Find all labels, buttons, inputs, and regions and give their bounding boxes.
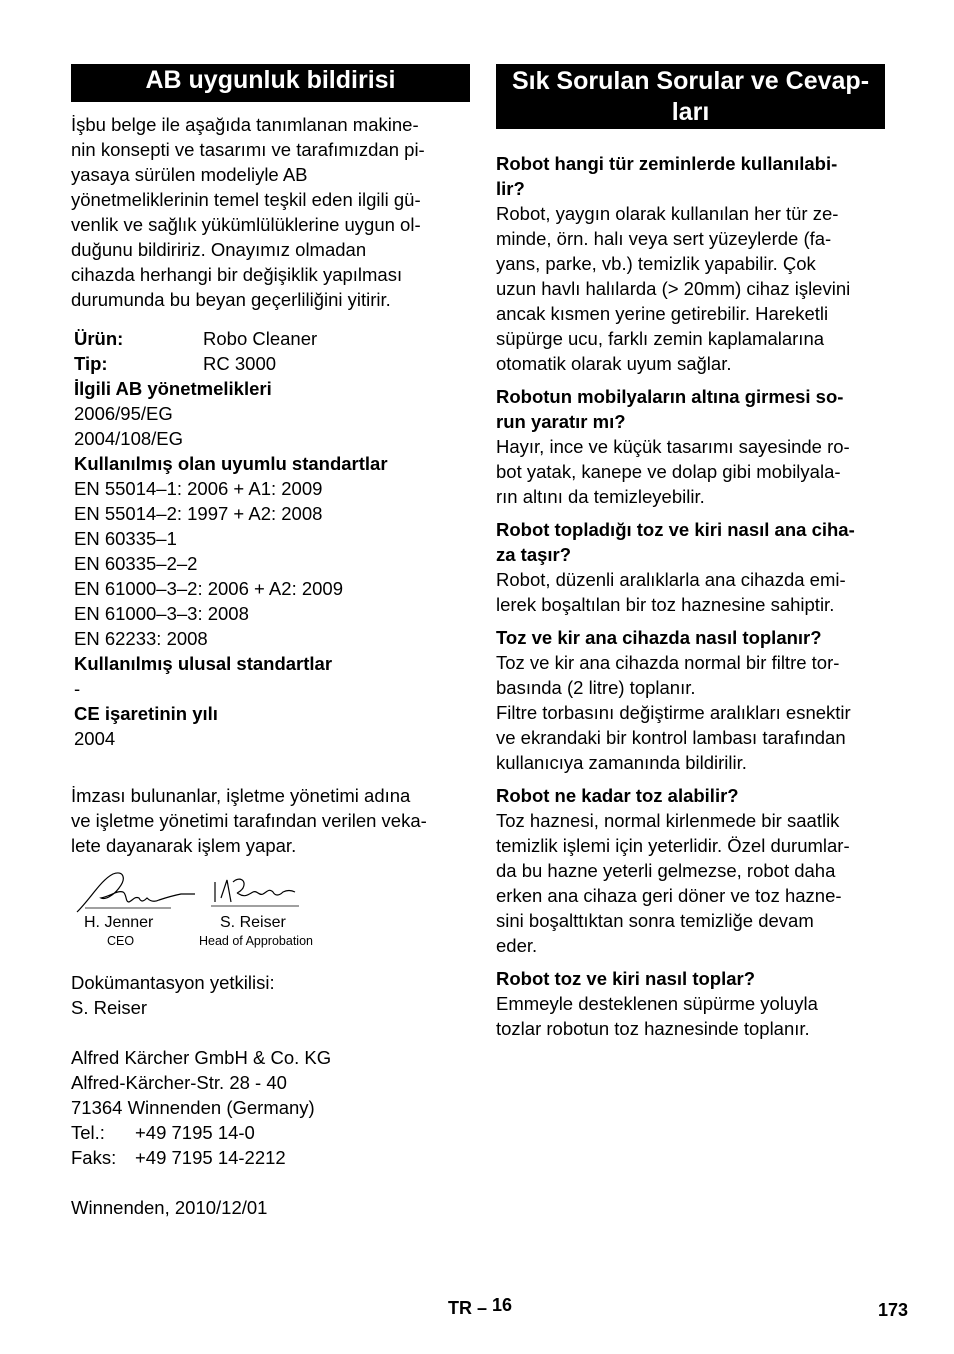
place-date: Winnenden, 2010/12/01	[71, 1197, 268, 1218]
sig2-name: S. Reiser	[220, 914, 286, 931]
intro-line: yönetmeliklerinin temel teşkil eden ilgili gü-	[71, 189, 421, 210]
directive-item: 2006/95/EG	[74, 403, 173, 424]
type-row	[74, 351, 470, 376]
address-block	[71, 1045, 470, 1170]
question-line: lir?	[496, 178, 525, 199]
answer-line: ve ekrandaki bir kontrol lambası tarafından	[496, 727, 846, 748]
faq-question	[496, 966, 885, 991]
standard-item: EN 62233: 2008	[74, 628, 208, 649]
answer-line: otomatik olarak uyum sağlar.	[496, 353, 732, 374]
answer-line: da bu hazne yeterli gelmezse, robot daha	[496, 860, 836, 881]
question-line: Robot hangi tür zeminlerde kullanılabi-	[496, 153, 838, 174]
question-line: za taşır?	[496, 544, 572, 565]
company-street: Alfred-Kärcher-Str. 28 - 40	[71, 1072, 287, 1093]
ce-value: 2004	[74, 728, 116, 749]
harmonized-label: Kullanılmış olan uyumlu standartlar	[74, 453, 388, 474]
signatories-line: lete dayanarak işlem yapar.	[71, 835, 297, 856]
directives-label: İlgili AB yönetmelikleri	[74, 378, 272, 399]
tel-row	[71, 1120, 470, 1145]
ce-label: CE işaretinin yılı	[74, 703, 218, 724]
conformity-heading: AB uygunluk bildirisi	[71, 64, 470, 102]
footer-lang: TR	[448, 1298, 472, 1318]
company-name: Alfred Kärcher GmbH & Co. KG	[71, 1047, 332, 1068]
intro-line: İşbu belge ile aşağıda tanımlanan makine-	[71, 114, 419, 135]
directive-item: 2004/108/EG	[74, 428, 184, 449]
answer-line: sini boşalttıktan sonra temizliğe devam	[496, 910, 814, 931]
answer-line: süpürge ucu, farklı zemin kaplamalarına	[496, 328, 825, 349]
answer-line: uzun havlı halılarda (> 20mm) cihaz işlevini	[496, 278, 851, 299]
faq-answer	[496, 808, 885, 958]
signatories-text	[71, 783, 470, 858]
standard-item: EN 61000–3–3: 2008	[74, 603, 249, 624]
question-line: Toz ve kir ana cihazda nasıl toplanır?	[496, 627, 822, 648]
product-value: Robo Cleaner	[203, 328, 318, 349]
type-value: RC 3000	[203, 353, 277, 374]
fax-row	[71, 1145, 470, 1170]
answer-line: yans, parke, vb.) temizlik yapabilir. Çok	[496, 253, 816, 274]
answer-line: basında (2 litre) toplanır.	[496, 677, 696, 698]
faq-item	[496, 151, 885, 376]
fax-label: Faks:	[71, 1147, 117, 1168]
faq-item	[496, 966, 885, 1041]
faq-question	[496, 517, 885, 567]
jenner-signature	[71, 868, 201, 918]
answer-line: Hayır, ince ve küçük tasarımı sayesinde ro-	[496, 436, 850, 457]
answer-line: minde, örn. halı veya sert yüzeylerde (fa-	[496, 228, 832, 249]
answer-line: Robot, yaygın olarak kullanılan her tür ze-	[496, 203, 839, 224]
intro-line: cihazda herhangi bir değişiklik yapılması	[71, 264, 403, 285]
type-label: Tip:	[74, 353, 108, 374]
faq-item	[496, 625, 885, 775]
answer-line: eder.	[496, 935, 538, 956]
documentation-block	[71, 970, 470, 1020]
answer-line: Emmeyle desteklenen süpürme yoluyla	[496, 993, 818, 1014]
faq-heading-line: Sık Sorulan Sorular ve Cevap-	[511, 67, 870, 95]
faq-answer	[496, 201, 885, 376]
answer-line: lerek boşaltılan bir toz haznesine sahiptir.	[496, 594, 835, 615]
answer-line: rın altını da temizleyebilir.	[496, 486, 705, 507]
faq-answer	[496, 991, 885, 1041]
spec-block	[71, 326, 470, 751]
answer-line: Robot, düzenli aralıklarla ana cihazda emi-	[496, 569, 846, 590]
standard-item: EN 60335–1	[74, 528, 177, 549]
page-number: 173	[878, 1300, 909, 1320]
signatories-line: İmzası bulunanlar, işletme yönetimi adına	[71, 785, 411, 806]
intro-line: venlik ve sağlık yükümlülüklerine uygun ol-	[71, 214, 421, 235]
answer-line: Toz haznesi, normal kirlenmede bir saatlik	[496, 810, 840, 831]
faq-question	[496, 384, 885, 434]
sig1-role: CEO	[107, 934, 135, 948]
standard-item: EN 55014–1: 2006 + A1: 2009	[74, 478, 323, 499]
faq-question	[496, 151, 885, 201]
intro-line: yasaya sürülen modeliyle AB	[71, 164, 308, 185]
faq-heading	[496, 64, 885, 129]
standard-item: EN 61000–3–2: 2006 + A2: 2009	[74, 578, 343, 599]
faq-question	[496, 625, 885, 650]
answer-line: ancak kısmen yerine getirebilir. Hareketli	[496, 303, 829, 324]
question-line: Robot ne kadar toz alabilir?	[496, 785, 739, 806]
footer-section-page: 16	[492, 1295, 513, 1315]
question-line: Robot toz ve kiri nasıl toplar?	[496, 968, 756, 989]
fax-value: +49 7195 14-2212	[135, 1147, 286, 1168]
tel-label: Tel.:	[71, 1122, 105, 1143]
answer-line: tozlar robotun toz haznesinde toplanır.	[496, 1018, 810, 1039]
question-line: Robot topladığı toz ve kiri nasıl ana ciha-	[496, 519, 855, 540]
signatures	[71, 862, 470, 962]
faq-heading-line: ları	[671, 98, 710, 126]
faq-column	[496, 64, 885, 1041]
intro-line: duğunu bildiririz. Onayımız olmadan	[71, 239, 367, 260]
faq-answer	[496, 434, 885, 509]
conformity-column	[71, 64, 470, 1220]
product-row	[74, 326, 470, 351]
faq-item	[496, 783, 885, 958]
answer-line: temizlik işlemi için yeterlidir. Özel durumlar-	[496, 835, 850, 856]
faq-item	[496, 517, 885, 617]
company-city: 71364 Winnenden (Germany)	[71, 1097, 315, 1118]
question-line: Robotun mobilyaların altına girmesi so-	[496, 386, 844, 407]
faq-item	[496, 384, 885, 509]
national-value: -	[74, 678, 81, 699]
question-line: run yaratır mı?	[496, 411, 626, 432]
footer-dash: –	[477, 1298, 488, 1318]
standard-item: EN 55014–2: 1997 + A2: 2008	[74, 503, 323, 524]
sig2-role: Head of Approbation	[199, 934, 313, 948]
signatories-line: ve işletme yönetimi tarafından verilen veka-	[71, 810, 427, 831]
footer-section	[448, 1297, 512, 1319]
answer-line: kullanıcıya zamanında bildirilir.	[496, 752, 747, 773]
tel-value: +49 7195 14-0	[135, 1122, 255, 1143]
doc-name: S. Reiser	[71, 997, 148, 1018]
intro-line: nin konsepti ve tasarımı ve tarafımızdan pi-	[71, 139, 425, 160]
faq-question	[496, 783, 885, 808]
answer-line: erken ana cihaza geri döner ve toz hazne-	[496, 885, 842, 906]
answer-line: Toz ve kir ana cihazda normal bir filtre tor-	[496, 652, 840, 673]
national-label: Kullanılmış ulusal standartlar	[74, 653, 333, 674]
answer-line: bot yatak, kanepe ve dolap gibi mobilyala-	[496, 461, 841, 482]
product-label: Ürün:	[74, 328, 124, 349]
intro-line: durumunda bu beyan geçerliliğini yitirir.	[71, 289, 391, 310]
answer-line: Filtre torbasını değiştirme aralıkları esnektir	[496, 702, 851, 723]
standard-item: EN 60335–2–2	[74, 553, 198, 574]
sig1-name: H. Jenner	[84, 914, 154, 931]
faq-answer	[496, 567, 885, 617]
doc-label: Dokümantasyon yetkilisi:	[71, 972, 275, 993]
faq-answer	[496, 650, 885, 775]
conformity-intro	[71, 112, 470, 312]
reiser-signature	[209, 872, 309, 918]
